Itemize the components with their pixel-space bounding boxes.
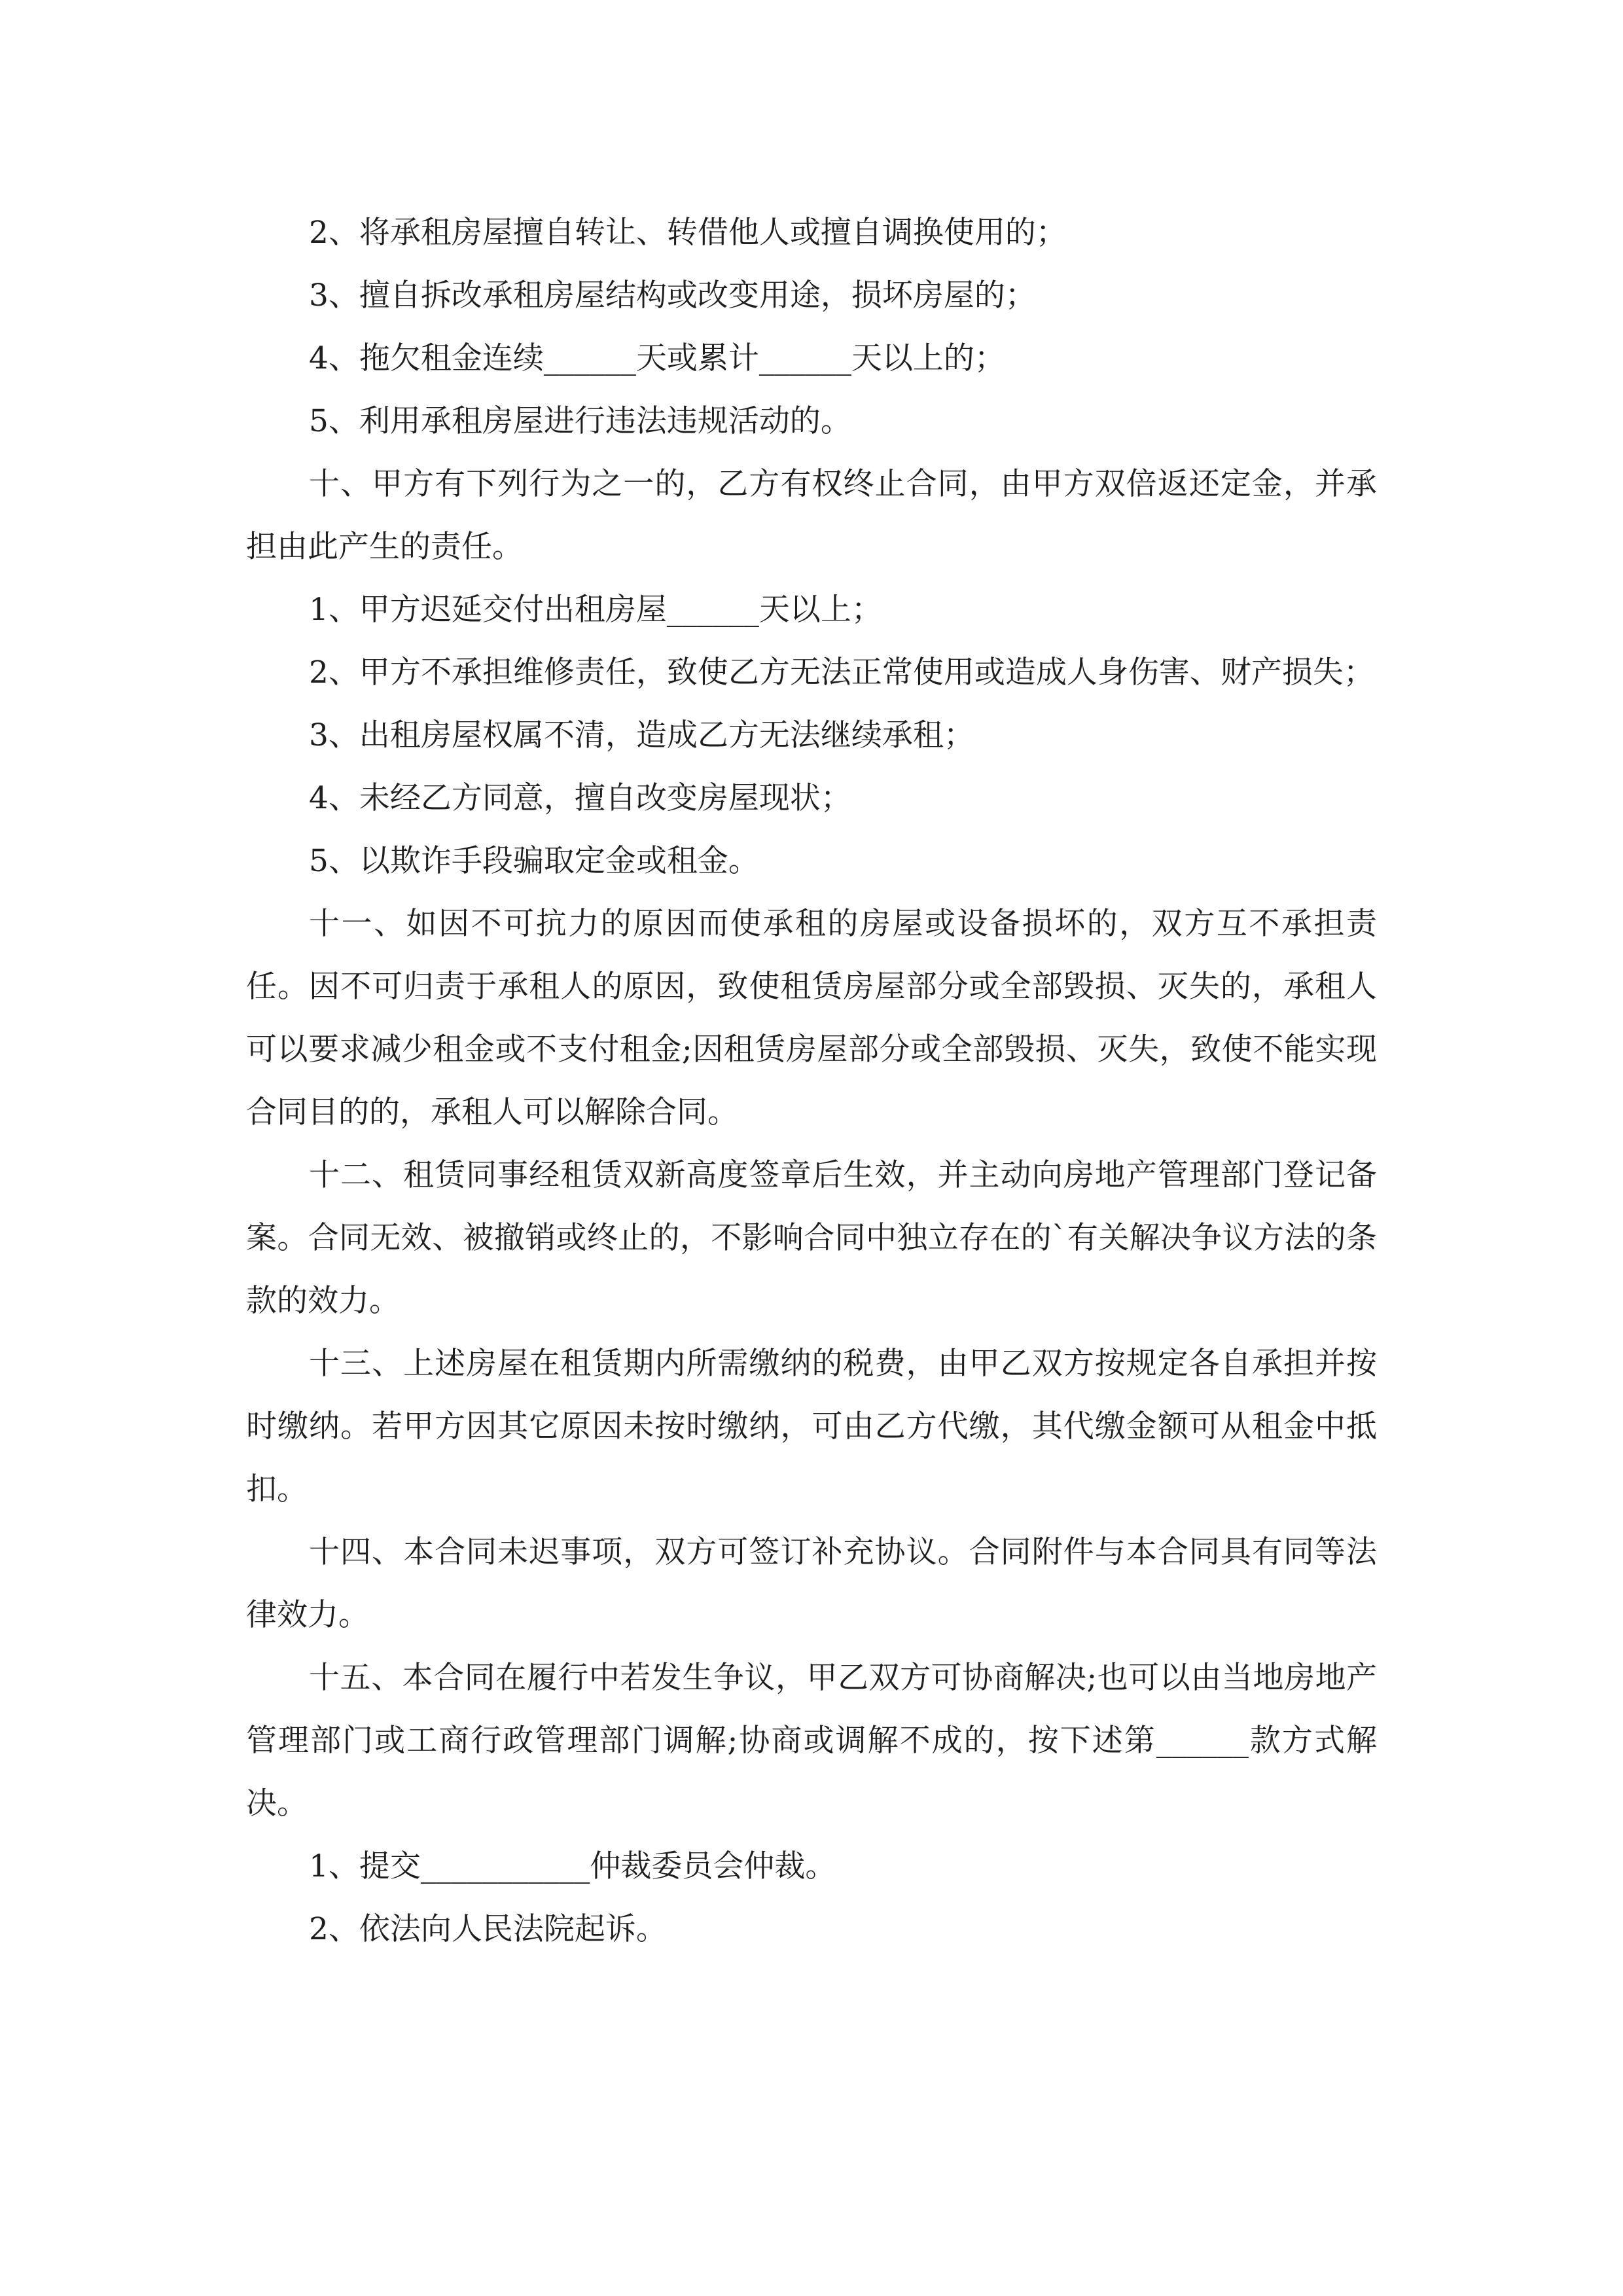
paragraph: 十三、上述房屋在租赁期内所需缴纳的税费，由甲乙双方按规定各自承担并按时缴纳。若甲方因其它原因未按时缴纳，可由乙方代缴，其代缴金额可从租金中抵扣。 [246, 1346, 1377, 1507]
paragraph: 1、提交___________仲裁委员会仲裁。 [309, 1848, 836, 1884]
paragraph: 5、以欺诈手段骗取定金或租金。 [309, 843, 759, 879]
paragraph: 十、甲方有下列行为之一的，乙方有权终止合同，由甲方双倍返还定金，并承担由此产生的责任。 [246, 466, 1377, 565]
paragraph: 3、出租房屋权属不清，造成乙方无法继续承租； [309, 717, 974, 753]
paragraph: 2、依法向人民法院起诉。 [309, 1911, 667, 1947]
paragraph: 4、拖欠租金连续______天或累计______天以上的； [309, 340, 1005, 376]
paragraph: 4、未经乙方同意，擅自改变房屋现状； [309, 780, 851, 816]
contract-body [246, 202, 1377, 1961]
paragraph: 1、甲方迟延交付出租房屋______天以上； [309, 592, 882, 628]
paragraph: 5、利用承租房屋进行违法违规活动的。 [309, 403, 851, 439]
paragraph: 十二、租赁同事经租赁双新高度签章后生效，并主动向房地产管理部门登记备案。合同无效、被撤销或终止的，不影响合同中独立存在的`有关解决争议方法的条款的效力。 [246, 1157, 1377, 1319]
paragraph: 2、甲方不承担维修责任，致使乙方无法正常使用或造成人身伤害、财产损失； [309, 655, 1374, 691]
paragraph: 3、擅自拆改承租房屋结构或改变用途，损坏房屋的； [309, 278, 1036, 314]
paragraph: 2、将承租房屋擅自转让、转借他人或擅自调换使用的； [309, 215, 1067, 251]
paragraph: 十五、本合同在履行中若发生争议，甲乙双方可协商解决;也可以由当地房地产管理部门或工商行政管理部门调解;协商或调解不成的，按下述第______款方式解决。 [246, 1660, 1377, 1821]
paragraph: 十一、如因不可抗力的原因而使承租的房屋或设备损坏的，双方互不承担责任。因不可归责于承租人的原因，致使租赁房屋部分或全部毁损、灭失的，承租人可以要求减少租金或不支付租金;因租赁房屋部分或全部毁损、灭失，致使不能实现合同目的的，承租人可以解除合同。 [246, 906, 1377, 1130]
paragraph: 十四、本合同未迟事项，双方可签订补充协议。合同附件与本合同具有同等法律效力。 [246, 1534, 1377, 1633]
